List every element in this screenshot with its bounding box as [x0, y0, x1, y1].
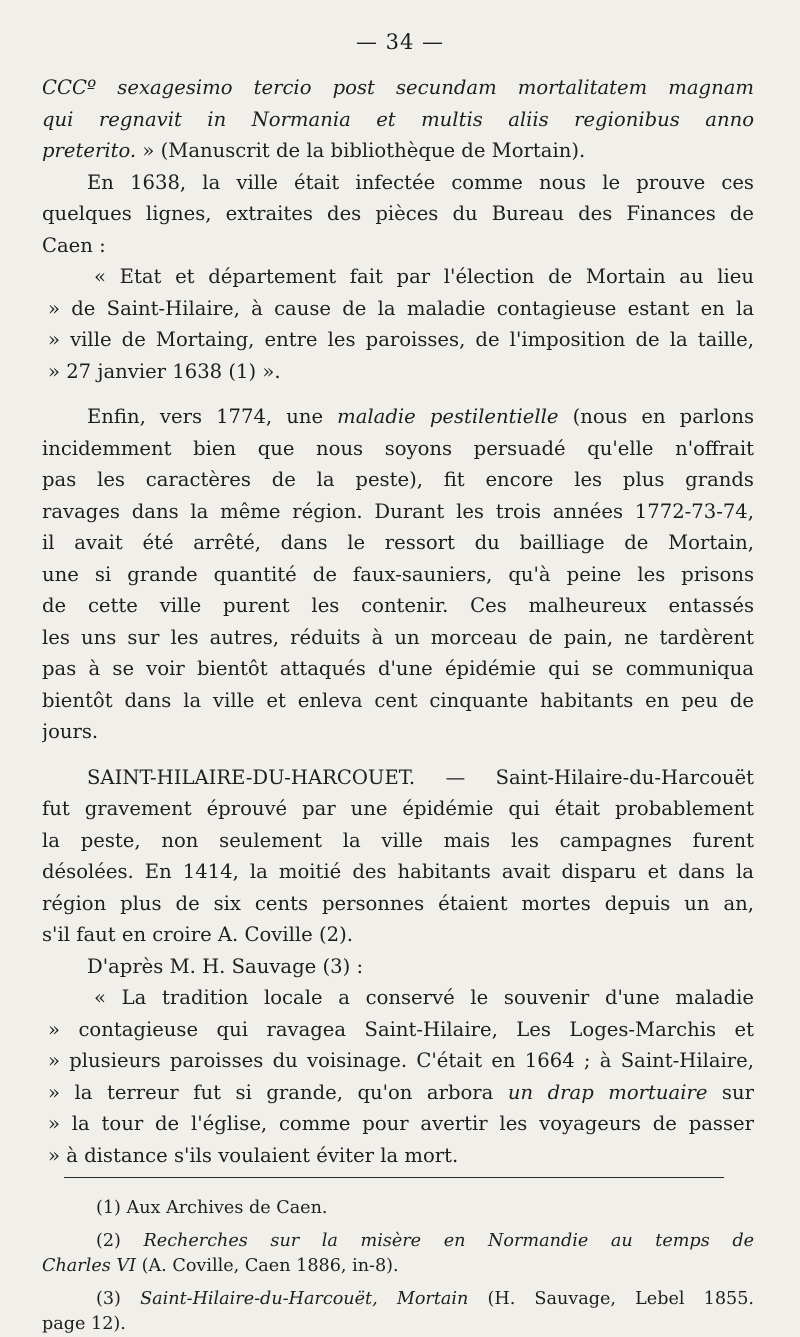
- text-line: il avait été arrêté, dans le ressort du bailliage de Mortain,: [42, 531, 754, 554]
- text-line: « La tradition locale a conservé le souvenir d'une maladie: [94, 986, 754, 1009]
- text-line: » 27 janvier 1638 (1) ».: [48, 359, 281, 383]
- page-number: — 34 —: [355, 30, 445, 54]
- text-line: qui regnavit in Normania et multis aliis regionibus anno: [42, 107, 754, 131]
- text-line: incidemment bien que nous soyons persuadé qu'elle n'offrait: [42, 436, 754, 460]
- text-line: ravages dans la même région. Durant les trois années 1772-73-74,: [42, 499, 754, 523]
- text-line: » ville de Mortaing, entre les paroisses, de l'imposition de la taille,: [48, 328, 754, 351]
- footnote-2-cont: Charles VI (A. Coville, Caen 1886, in-8).: [42, 1256, 399, 1276]
- spacer: [42, 387, 754, 401]
- text-line: » contagieuse qui ravagea Saint-Hilaire, Les Loges-Marchis et: [48, 1017, 754, 1041]
- paragraph-saint-hilaire: [42, 762, 754, 951]
- block-quote-tradition: [42, 982, 754, 1171]
- text-line: pas les caractères de la peste), fit encore les plus grands: [42, 468, 754, 491]
- text-line: » plusieurs paroisses du voisinage. C'était en 1664 ; à Saint-Hilaire,: [48, 1049, 754, 1072]
- text-line: « Etat et département fait par l'élection de Mortain au lieu: [94, 265, 754, 288]
- footnote-3-cont: page 12).: [42, 1314, 126, 1334]
- text-line: » à distance s'ils voulaient éviter la mort.: [48, 1143, 459, 1167]
- block-quote-mortain: [42, 261, 754, 387]
- text-line: désolées. En 1414, la moitié des habitants avait disparu et dans la: [42, 860, 754, 883]
- text-line: En 1638, la ville était infectée comme nous le prouve ces: [87, 170, 754, 194]
- text-line: fut gravement éprouvé par une épidémie qui était probablement: [42, 797, 754, 820]
- text-line: SAINT-HILAIRE-DU-HARCOUET. — Saint-Hilaire-du-Harcouët: [87, 765, 754, 789]
- text-line: » de Saint-Hilaire, à cause de la maladie contagieuse estant en la: [48, 296, 754, 320]
- text-line: CCCº sexagesimo tercio post secundam mortalitatem magnam: [42, 76, 754, 99]
- text-line: jours.: [42, 720, 99, 743]
- text-line: les uns sur les autres, réduits à un morceau de pain, ne tardèrent: [42, 625, 754, 649]
- text-line: de cette ville purent les contenir. Ces malheureux entassés: [42, 594, 754, 617]
- text-line: » la tour de l'église, comme pour avertir les voyageurs de passer: [48, 1112, 754, 1135]
- paragraph-latin-quote-end: [42, 72, 754, 167]
- footnote-2: (2) Recherches sur la misère en Normandie au temps de: [96, 1231, 754, 1251]
- text-line: bientôt dans la ville et enleva cent cinquante habitants en peu de: [42, 688, 754, 712]
- text-line: preterito. » (Manuscrit de la bibliothèque de Mortain).: [42, 139, 586, 162]
- footnote-1: (1) Aux Archives de Caen.: [96, 1198, 328, 1218]
- text-line: une si grande quantité de faux-sauniers, qu'à peine les prisons: [42, 562, 754, 586]
- text-line: pas à se voir bientôt attaqués d'une épidémie qui se communiqua: [42, 657, 754, 680]
- paragraph-1638: [42, 167, 754, 262]
- text-line: » la terreur fut si grande, qu'on arbora un drap mortuaire sur: [48, 1080, 754, 1104]
- text-line: D'après M. H. Sauvage (3) :: [87, 954, 364, 978]
- spacer: [42, 748, 754, 762]
- text-line: Caen :: [42, 233, 106, 257]
- footnotes: [42, 1196, 754, 1337]
- footnote-divider: [64, 1177, 724, 1178]
- text-line: la peste, non seulement la ville mais les campagnes furent: [42, 828, 754, 852]
- text-line: Enfin, vers 1774, une maladie pestilentielle (nous en parlons: [87, 405, 754, 428]
- text-line: s'il faut en croire A. Coville (2).: [42, 923, 353, 946]
- paragraph-sauvage: [42, 951, 754, 983]
- paragraph-1774: [42, 401, 754, 748]
- text-line: quelques lignes, extraites des pièces du Bureau des Finances de: [42, 202, 754, 225]
- text-line: région plus de six cents personnes étaient mortes depuis un an,: [42, 891, 754, 915]
- footnote-3: (3) Saint-Hilaire-du-Harcouët, Mortain (H. Sauvage, Lebel 1855.: [96, 1289, 754, 1309]
- body-text: [42, 72, 754, 1337]
